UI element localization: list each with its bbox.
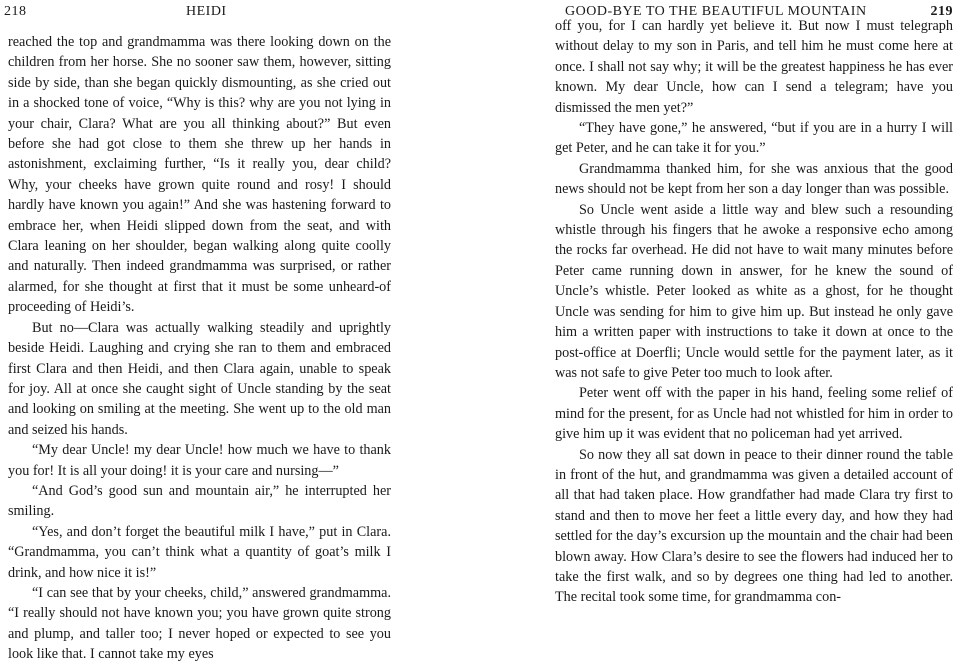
left-page-body: [8, 32, 391, 665]
left-page-header: [4, 0, 391, 24]
paragraph: So Uncle went aside a little way and blew such a resounding whistle through his fingers that he awoke a responsive echo among the rocks far overhead. He did not have to wait many minutes before Peter came running down in answer, for he knew the sound of Uncle’s whistle. Peter looked as white as a ghost, for he thought Uncle was sending for him to give him up. But instead he only gave him a written paper with instructions to take it down at once to the post-office at Doerfli; Uncle would settle for the payment later, as it was not safe to give Peter too much to look after.: [555, 201, 953, 381]
right-page-body: [555, 16, 953, 608]
paragraph: Grandmamma thanked him, for she was anxious that the good news should not be kept from her son a day longer than was possible.: [555, 160, 953, 198]
right-page: [555, 0, 953, 606]
right-page-number: 219: [930, 4, 953, 19]
paragraph: So now they all sat down in peace to their dinner round the table in front of the hut, and grandmamma was given a detailed account of all that had taken place. How grandfather had made Clara try first to stand and then to move her feet a little every day, and how they had settled for the day’s excursion up the mountain and the chair had been blown away. How Clara’s desire to see the flowers had induced her to take the first walk, and so by degrees one thing had led to another. The recital took some time, for grandmamma con-: [555, 446, 953, 606]
paragraph: “I can see that by your cheeks, child,” answered grandmamma. “I really should not have known you; you have grown quite strong and plump, and taller too; I never hoped or expected to see you look like that. I cannot take my eyes: [8, 584, 391, 663]
paragraph: reached the top and grandmamma was there looking down on the children from her horse. She no sooner saw them, however, sitting side by side, than she began quickly dismounting, as she cried out in a shocked tone of voice, “Why is this? why are you not lying in your chair, Clara? What are you all thinking about?” But even before she had got close to them she threw up her hands in astonishment, exclaiming further, “Is it really you, dear child? Why, your cheeks have grown quite round and rosy! I should hardly have known you again!” And she was hastening forward to embrace her, when Heidi slipped down from the seat, and with Clara leaning on her shoulder, began walking along quite coolly and naturally. Then indeed grandmamma was surprised, or rather alarmed, for she thought at first that it must be some unheard-of proceeding of Heidi’s.: [8, 34, 391, 316]
right-page-header: [555, 0, 953, 24]
page-gutter: [400, 0, 550, 596]
left-page: [4, 0, 391, 663]
paragraph: “My dear Uncle! my dear Uncle! how much we have to thank you for! It is all your doing! it is your care and nursing—”: [8, 442, 391, 479]
paragraph: “And God’s good sun and mountain air,” he interrupted her smiling.: [8, 482, 391, 520]
paragraph: “Yes, and don’t forget the beautiful milk I have,” put in Clara. “Grandmamma, you can’t think what a quantity of goat’s milk I drink, and how nice it is!”: [8, 523, 391, 581]
paragraph: Peter went off with the paper in his hand, feeling some relief of mind for the present, for as Uncle had not whistled for him in order to give him up it was evident that no policeman had yet arrived.: [555, 385, 953, 443]
paragraph: But no—Clara was actually walking steadily and uprightly beside Heidi. Laughing and crying she ran to them and embraced first Clara and then Heidi, and then Clara again, unable to speak for joy. All at once she caught sight of Uncle standing by the seat and looking on smiling at the meeting. She went up to the old man and seized his hands.: [8, 319, 391, 438]
paragraph: off you, for I can hardly yet believe it. But now I must telegraph without delay to my son in Paris, and tell him he must come here at once. I shall not say why; it will be the greatest happiness he has ever known. My dear Uncle, how can I send a telegram; have you dismissed the men yet?”: [555, 18, 953, 116]
paragraph: “They have gone,” he answered, “but if you are in a hurry I will get Peter, and he can take it for you.”: [555, 120, 953, 157]
right-running-head: GOOD-BYE TO THE BEAUTIFUL MOUNTAIN: [565, 4, 867, 19]
left-page-number: 218: [4, 4, 27, 19]
left-running-head: HEIDI: [186, 4, 227, 19]
